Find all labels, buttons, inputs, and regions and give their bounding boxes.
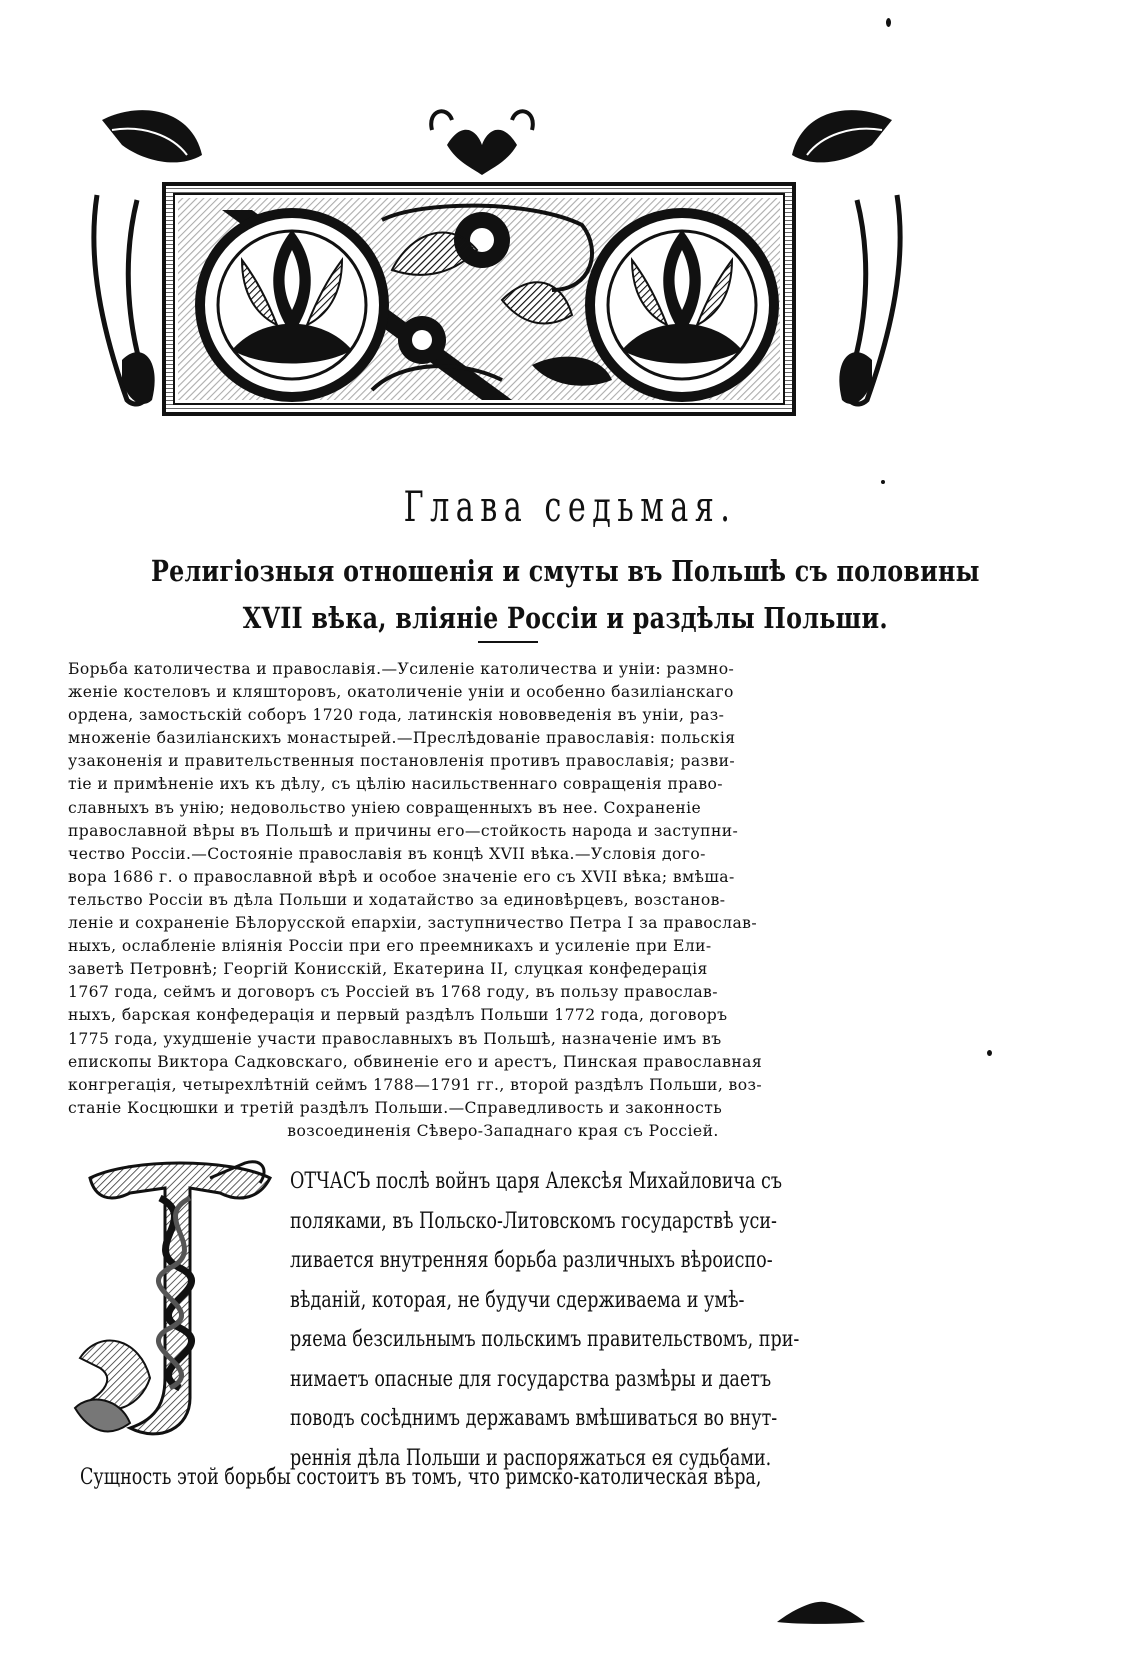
summary-line: возсоединенія Сѣверо-Западнаго края съ Россіей. [287,1121,719,1140]
print-speck [987,1050,992,1056]
body-line: поляками, въ Польско-Литовскомъ государствѣ уси- [290,1207,777,1234]
summary-line: ордена, замостьскій соборъ 1720 года, латинскія нововведенія въ уніи, раз- [68,706,725,725]
body-paragraph [290,1162,910,1478]
tailpiece-ornament [775,1598,867,1626]
chapter-title: Глава седьмая. [403,482,737,531]
body-line: ливается внутренняя борьба различныхъ вѣроиспо- [290,1247,773,1273]
chapter-summary [68,658,938,1143]
summary-line: 1767 года, сеймъ и договоръ съ Россіей въ 1768 году, въ пользу православ- [68,983,718,1002]
body-line: вѣданій, которая, не будучи сдерживаема и умѣ- [290,1286,745,1313]
chapter-subtitle [60,548,1070,642]
summary-line: ныхъ, ослабленіе вліянія Россіи при его преемникахъ и усиленіе при Ели- [68,937,712,956]
summary-line: узаконенія и правительственныя постановленія противъ православія; разви- [68,752,736,771]
decorative-headpiece [82,100,912,445]
body-line: реннія дѣла Польши и распоряжаться ея судьбами. [290,1444,772,1471]
body-line: ряема безсильнымъ польскимъ правительствомъ, при- [290,1326,800,1352]
summary-line: ныхъ, барская конфедерація и первый раздѣлъ Польши 1772 года, договоръ [68,1006,728,1025]
summary-line: женіе костеловъ и кляшторовъ, окатоличеніе уніи и особенно базиліанскаго [68,683,734,702]
summary-line: православной вѣры въ Польшѣ и причины его—стойкость народа и заступни- [68,821,739,840]
body-line: ОТЧАСЪ послѣ войнъ царя Алексѣя Михайловича съ [290,1168,783,1194]
subtitle-line: XVII вѣка, вліяніе Россіи и раздѣлы Польши. [242,601,888,635]
summary-line: вора 1686 г. о православной вѣрѣ и особое значеніе его съ XVII вѣка; вмѣша- [68,867,735,886]
summary-line: славныхъ въ унію; недовольство уніею совращенныхъ въ нее. Сохраненіе [68,798,702,817]
summary-line: тіе и примѣненіе ихъ къ дѣлу, съ цѣлію насильственнаго совращенія право- [68,775,723,794]
print-speck [886,18,891,27]
summary-line: конгрегація, четырехлѣтній сеймъ 1788—1791 гг., второй раздѣлъ Польши, воз- [68,1075,763,1094]
summary-line: Борьба католичества и православія.—Усиленіе католичества и уніи: размно- [68,660,735,678]
summary-line: леніе и сохраненіе Бѣлорусской епархіи, заступничество Петра I за православ- [68,914,758,933]
subtitle-line: Религіозныя отношенія и смуты въ Польшѣ съ половины [150,554,980,588]
dropcap-ornament [70,1158,285,1448]
body-line: нимаетъ опасные для государства размѣры и даетъ [290,1365,772,1392]
summary-line: чество Россіи.—Состояніе православія въ концѣ XVII вѣка.—Условія дого- [68,844,706,863]
body-line-full-width: Сущность этой борьбы состоитъ въ томъ, что римско-католическая вѣра, [80,1464,762,1490]
summary-line: 1775 года, ухудшеніе участи православныхъ въ Польшѣ, назначеніе имъ въ [68,1029,722,1048]
divider-rule [478,641,538,643]
summary-line: станіе Косцюшки и третій раздѣлъ Польши.—Справедливость и законность [68,1098,723,1117]
body-line: поводъ сосѣднимъ державамъ вмѣшиваться во внут- [290,1405,778,1431]
summary-line: тельство Россіи въ дѣла Польши и ходатайство за единовѣрцевъ, возстанов- [68,890,726,909]
summary-line: множеніе базиліанскихъ монастырей.—Преслѣдованіе православія: польскія [68,729,736,748]
summary-line: заветѣ Петровнѣ; Георгій Конисскій, Екатерина II, слуцкая конфедерація [68,960,708,979]
summary-line: епископы Виктора Садковскаго, обвиненіе его и арестъ, Пинская православная [68,1052,763,1071]
